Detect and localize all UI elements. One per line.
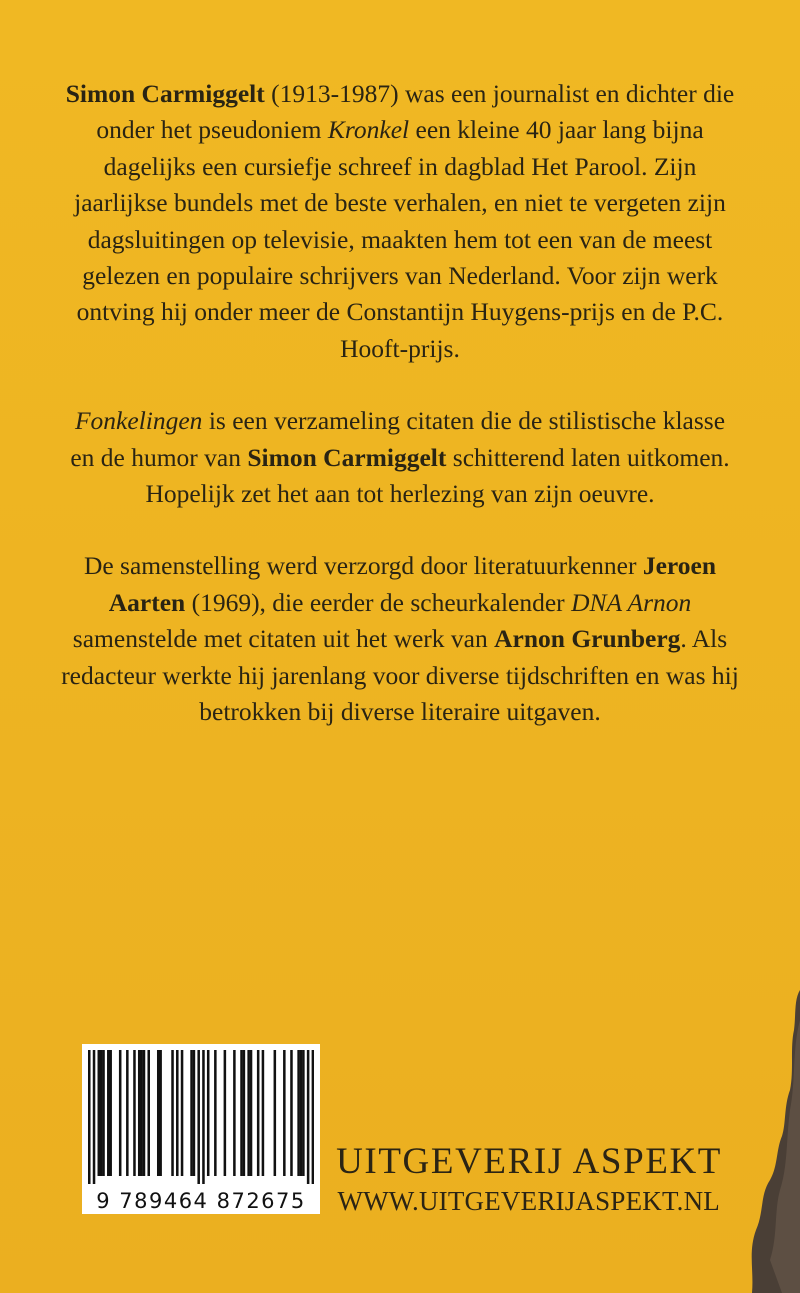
blurb-text-run: (1969), die eerder de scheurkalender [185,587,572,617]
barcode-bar [133,1050,136,1176]
barcode-bar [214,1050,217,1176]
barcode-bar [193,1050,196,1176]
ean13-barcode-icon [88,1050,314,1184]
barcode-bar [202,1050,205,1184]
compiler-name: Jeroen Aarten [108,551,717,617]
blurb-paragraph-author [60,76,740,367]
blurb-text-run: De samenstelling werd verzorgd door literatuurkenner [83,551,643,581]
barcode-bar [176,1050,179,1176]
barcode-bar [102,1050,105,1176]
barcode-bar [243,1050,246,1176]
barcode-bar [247,1050,250,1176]
blurb-text-run: . Als redacteur werkte hij jarenlang voor diverse tijdschriften en was hij betrokken bij diverse literaire uitgaven. [61,624,739,727]
barcode-bar [290,1050,293,1176]
referenced-author: Arnon Grunberg [494,624,681,654]
barcode-bar [257,1050,260,1176]
barcode-bar [159,1050,162,1176]
barcode-bar [157,1050,160,1176]
blurb-text-run: is een verzameling citaten die de stilistische klasse en de humor van [70,406,726,472]
author-name: Simon Carmiggelt [65,79,265,108]
blurb-text-run: (1913-1987) was een journalist en dichter die onder het pseudoniem [96,79,735,145]
barcode-bar [240,1050,243,1176]
book-title: Fonkelingen [74,406,203,436]
barcode-bar [312,1050,314,1184]
barcode-bar [297,1050,300,1176]
blurb-text [60,76,740,767]
work-title: DNA Arnon [571,587,692,617]
cover-figure-silhouette [730,990,800,1293]
barcode-bar [138,1050,141,1176]
blurb-text-run: samenstelde met citaten uit het werk van [72,624,495,654]
barcode-bar [302,1050,305,1176]
blurb-paragraph-compiler [60,548,740,730]
blurb-paragraph-book [60,403,740,512]
barcode-bar [88,1050,91,1184]
isbn-barcode [82,1044,320,1214]
barcode-bar [98,1050,101,1176]
barcode-bar [109,1050,112,1176]
barcode-bar [224,1050,227,1176]
author-name: Simon Carmiggelt [247,442,447,472]
barcode-bar [126,1050,129,1176]
barcode-bar [207,1050,210,1176]
barcode-bar [283,1050,286,1176]
pseudonym: Kronkel [327,115,410,145]
publisher-name: UITGEVERIJ ASPEKT [336,1141,722,1182]
barcode-bar [262,1050,265,1176]
barcode-bar [307,1050,310,1184]
barcode-bar [233,1050,236,1176]
barcode-bar [140,1050,143,1176]
barcode-bar [107,1050,110,1176]
barcode-bar [181,1050,184,1176]
barcode-bar [147,1050,150,1176]
barcode-bar [274,1050,277,1176]
barcode-bar [100,1050,103,1176]
barcode-bar [171,1050,174,1176]
blurb-text-run: schitterend laten uitkomen. Hopelijk zet het aan tot herlezing van zijn oeuvre. [145,442,730,509]
blurb-text-run: een kleine 40 jaar lang bijna dagelijks een cursiefje schreef in dagblad Het Parool. Zijn jaarlijkse bundels met de beste verhalen, en niet te vergeten zijn dagsluitingen op televisie, maakten hem tot een van de meest gelezen en populaire schrijvers van Nederland. Voor zijn werk ontving hij onder meer de Constantijn Huygens-prijs en de P.C. Hooft-prijs. [74,115,726,363]
barcode-bar [190,1050,193,1176]
barcode-bar [250,1050,253,1176]
barcode-bar [197,1050,200,1184]
barcode-bar [143,1050,146,1176]
barcode-bar [300,1050,303,1176]
barcode-bar [93,1050,96,1184]
publisher-url: WWW.UITGEVERIJASPEKT.NL [337,1186,720,1216]
isbn-digits: 9 789464 872675 [96,1189,306,1213]
barcode-bar [119,1050,122,1176]
